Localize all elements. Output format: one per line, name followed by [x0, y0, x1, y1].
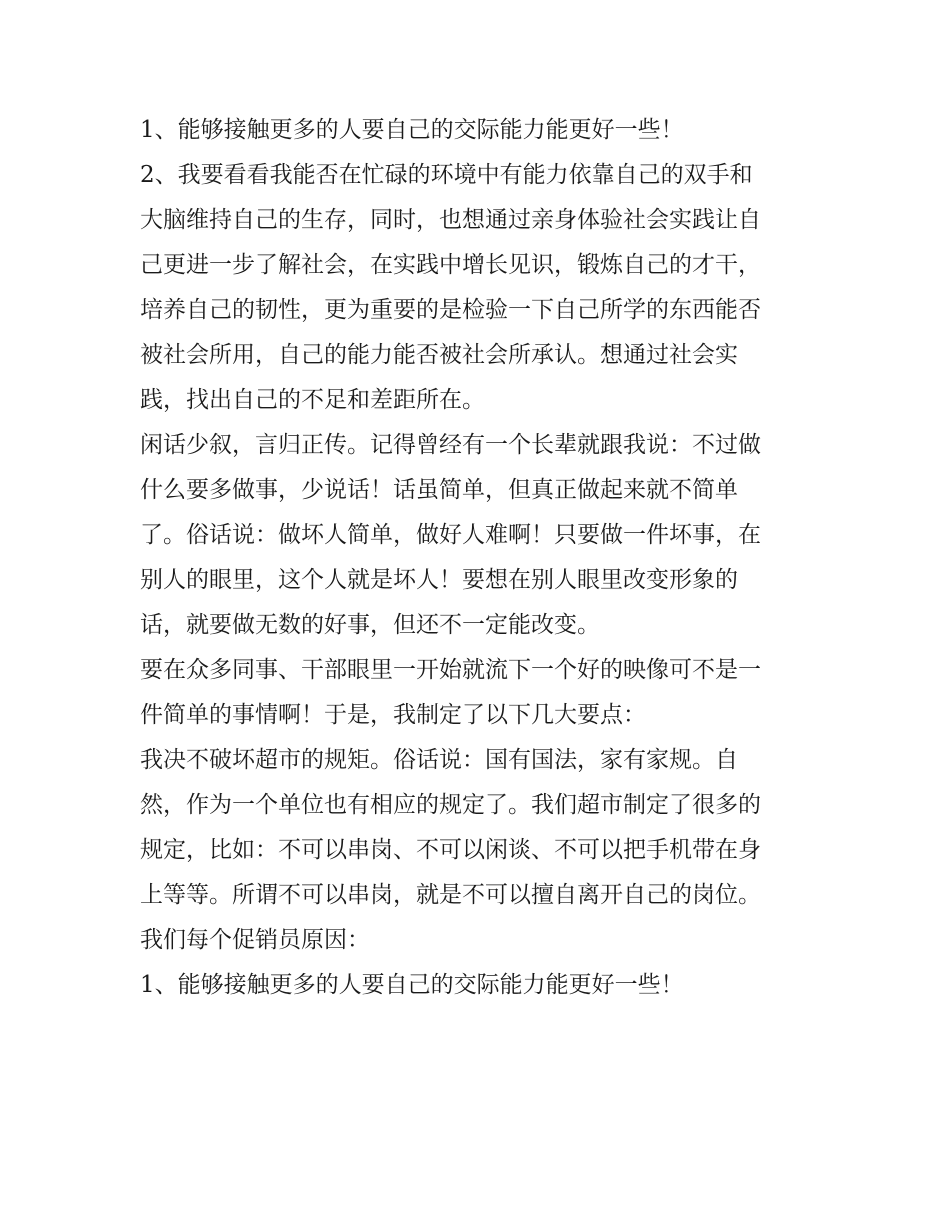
- text-line: 己更进一步了解社会，在实践中增长见识，锻炼自己的才干，: [140, 252, 761, 278]
- text-line: 件简单的事情啊！于是，我制定了以下几大要点：: [140, 702, 646, 728]
- text-line: 什么要多做事，少说话！话虽简单，但真正做起来就不简单: [140, 477, 738, 503]
- text-line: 上等等。所谓不可以串岗，就是不可以擅自离开自己的岗位。: [140, 882, 761, 908]
- text-line: 别人的眼里，这个人就是坏人！要想在别人眼里改变形象的: [140, 567, 738, 593]
- text-line: 被社会所用，自己的能力能否被社会所承认。想通过社会实: [140, 342, 738, 368]
- text-line: 大脑维持自己的生存，同时，也想通过亲身体验社会实践让自: [140, 207, 761, 233]
- text-line: 我决不破坏超市的规矩。俗话说：国有国法，家有家规。自: [140, 747, 738, 773]
- text-line: 然，作为一个单位也有相应的规定了。我们超市制定了很多的: [140, 792, 761, 818]
- text-line: 话，就要做无数的好事，但还不一定能改变。: [140, 612, 600, 638]
- document-body: [140, 108, 820, 1008]
- text-line: 1、能够接触更多的人要自己的交际能力能更好一些！: [140, 972, 684, 998]
- text-line: 闲话少叙，言归正传。记得曾经有一个长辈就跟我说：不过做: [140, 432, 761, 458]
- text-line: 培养自己的韧性，更为重要的是检验一下自己所学的东西能否: [140, 297, 761, 323]
- text-line: 了。俗话说：做坏人简单，做好人难啊！只要做一件坏事，在: [140, 522, 761, 548]
- text-line: 1、能够接触更多的人要自己的交际能力能更好一些！: [140, 117, 684, 143]
- text-line: 践，找出自己的不足和差距所在。: [140, 387, 485, 413]
- text-line: 2、我要看看我能否在忙碌的环境中有能力依靠自己的双手和: [140, 162, 753, 188]
- text-line: 我们每个促销员原因：: [140, 927, 370, 953]
- text-line: 要在众多同事、干部眼里一开始就流下一个好的映像可不是一: [140, 657, 761, 683]
- text-line: 规定，比如：不可以串岗、不可以闲谈、不可以把手机带在身: [140, 837, 761, 863]
